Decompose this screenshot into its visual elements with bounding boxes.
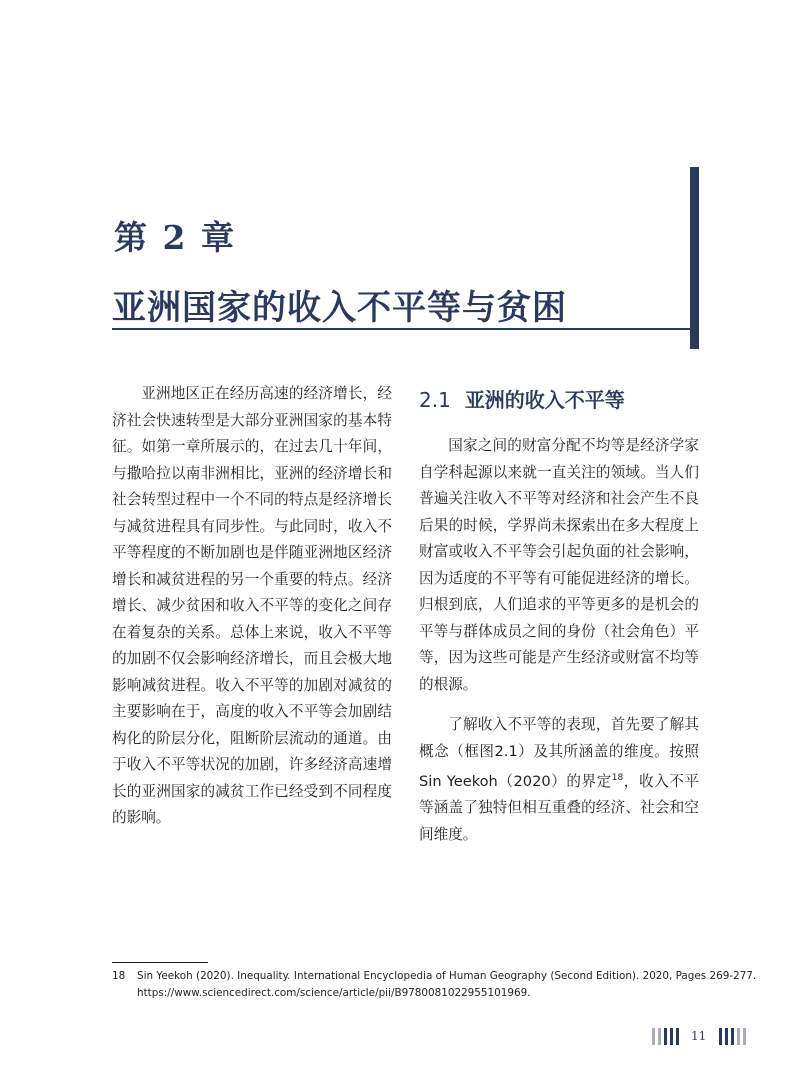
right-paragraph-2-text: 了解收入不平等的表现，首先要了解其概念（框图2.1）及其所涵盖的维度。按照 Sin Yeekoh（2020）的界定 bbox=[419, 716, 699, 790]
page-bar bbox=[743, 1028, 746, 1045]
footnote-ref[interactable]: 18 bbox=[611, 773, 624, 783]
section-heading bbox=[419, 384, 625, 413]
page-bar bbox=[725, 1028, 728, 1045]
footnote-url[interactable]: https://www.sciencedirect.com/science/article/pii/B9780081022955101969. bbox=[137, 987, 531, 999]
chapter-side-bar bbox=[690, 167, 699, 349]
footnote-text: Sin Yeekoh (2020). Inequality. International Encyclopedia of Human Geography (Second Edition). 2020, Pages 269-277. bbox=[137, 970, 757, 982]
left-column bbox=[112, 381, 392, 846]
footnote-number: 18 bbox=[112, 970, 126, 982]
section-number: 2.1 bbox=[419, 388, 451, 412]
page-number-block bbox=[652, 1027, 746, 1045]
page-bar bbox=[670, 1028, 673, 1045]
right-paragraph-1: 国家之间的财富分配不均等是经济学家自学科起源以来就一直关注的领域。当人们普遍关注收入不平等对经济和社会产生不良后果的时候，学界尚未探索出在多大程度上财富或收入不平等会引起负面的社会影响，因为适度的不平等有可能促进经济的增长。归根到底，人们追求的平等更多的是机会的平等与群体成员之间的身份（社会角色）平等，因为这些可能是产生经济或财富不均等的根源。 bbox=[419, 437, 699, 693]
left-paragraph: 亚洲地区正在经历高速的经济增长，经济社会快速转型是大部分亚洲国家的基本特征。如第一章所展示的，在过去几十年间，与撒哈拉以南非洲相比，亚洲的经济增长和社会转型过程中一个不同的特点是经济增长与减贫进程具有同步性。与此同时，收入不平等程度的不断加剧也是伴随亚洲地区经济增长和减贫进程的另一个重要的特点。经济增长、减少贫困和收入不平等的变化之间存在着复杂的关系。总体上来说，收入不平等的加剧不仅会影响经济增长，而且会极大地影响减贫进程。收入不平等的加剧对减贫的主要影响在于，高度的收入不平等会加剧结构化的阶层分化，阻断阶层流动的通道。由于收入不平等状况的加剧，许多经济高速增长的亚洲国家的减贫工作已经受到不同程度的影响。 bbox=[112, 385, 392, 826]
page-bar bbox=[719, 1028, 722, 1045]
page-number: 11 bbox=[691, 1029, 707, 1043]
page-bars-left bbox=[652, 1027, 679, 1045]
footnote bbox=[112, 968, 757, 1002]
page-bar bbox=[652, 1028, 655, 1045]
chapter-title: 亚洲国家的收入不平等与贫困 bbox=[112, 288, 567, 328]
page-bar bbox=[658, 1028, 661, 1045]
footnote-rule bbox=[112, 962, 208, 963]
right-paragraph-2-text-cont: ，收入不平等涵盖了独特但相互重叠的经济、社会和空间维度。 bbox=[419, 772, 699, 843]
page-bar bbox=[737, 1028, 740, 1045]
section-title: 亚洲的收入不平等 bbox=[464, 388, 625, 412]
right-column bbox=[419, 433, 699, 862]
page-bars-right bbox=[719, 1027, 746, 1045]
title-rule bbox=[112, 328, 690, 330]
right-paragraph-2 bbox=[419, 712, 699, 848]
page-bar bbox=[664, 1028, 667, 1045]
page-bar bbox=[676, 1028, 679, 1045]
page-bar bbox=[731, 1028, 734, 1045]
footnote-line-1 bbox=[112, 968, 757, 985]
chapter-number: 第 2 章 bbox=[114, 218, 236, 257]
